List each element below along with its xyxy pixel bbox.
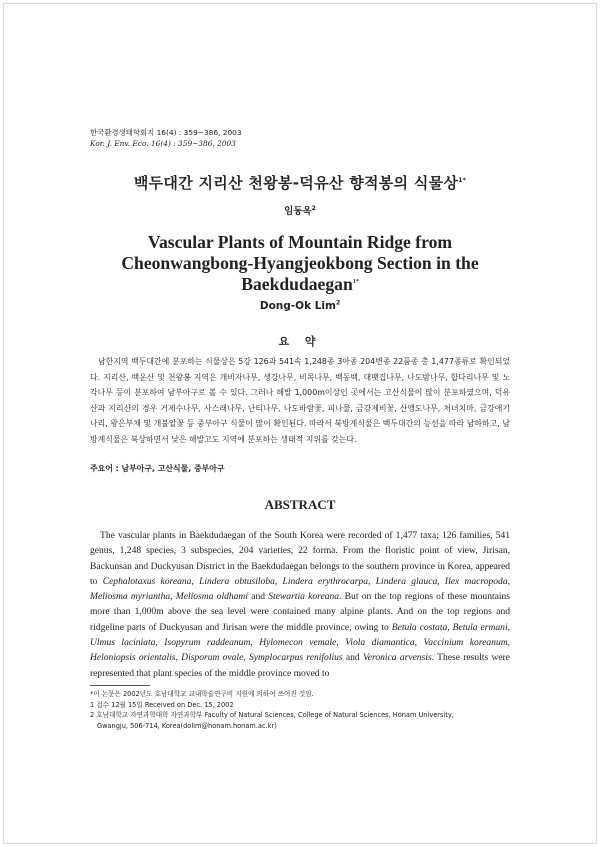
title-korean-text: 백두대간 지리산 천왕봉-덕유산 향적봉의 식물상 xyxy=(133,174,459,192)
author-korean xyxy=(0,203,600,217)
species-name: Betula ermani xyxy=(452,621,508,633)
title-english xyxy=(100,232,500,295)
species-name: Meliosma oldhami xyxy=(175,591,248,603)
title-english-footnote-mark: 1* xyxy=(352,279,359,286)
abstract-text: and xyxy=(345,652,360,664)
species-name: Disporum ovale xyxy=(181,652,244,664)
abstract-english-body: The vascular plants in Baekdudaegan of the South Korea were recorded of 1,477 taxa; 126 families, 541 genus, 1,248 species, 3 subspecies, 204 varieties, 22 forma. From the floristic point of view, Jirisan, Backunsan and Duckyusan District in the Baekdudaegan belongs to the southern province in Korea, appeared to Cephalotaxus koreana, Lindera obtusiloba, Lindera erythrocarpa, Lindera glauca, Ilex macropoda, Meliosma myriantha, Meliosma oldhami and Stewartia koreana. But on the top regions of these mountains more than 1,000m above the sea level were contained many alpine plants. And on the top regions and ridgeline parts of Duckyusan and Jirisan were the middle province, owing to Betula costata, Betula ermani, Ulmus laciniata, Isopyrum raddeanum, Hylomecon vemale, Viola diamantica, Vaccinium koreanum, Heloniopsis orientalis, Disporum ovale, Symplocarpus renifolius and Veronica arvensis. These results were represented that plant species of the middle province moved to xyxy=(90,530,511,679)
footnotes xyxy=(90,689,520,731)
author-korean-name: 임동옥 xyxy=(284,206,312,217)
author-korean-footnote-mark: 2 xyxy=(311,204,316,212)
species-name: Symplocarpus renifolius xyxy=(249,652,343,664)
footnote-received: 1 접수 12월 15일 Received on Dec. 15, 2002 xyxy=(90,700,234,709)
author-english-footnote-mark: 2 xyxy=(335,299,341,307)
species-name: Isopyrum raddeanum xyxy=(164,637,251,649)
species-name: Ulmus laciniata xyxy=(90,637,156,649)
species-name: Hylomecon vemale xyxy=(259,637,337,649)
species-name: Heloniopsis orientalis xyxy=(90,652,176,664)
species-name: Meliosma myriantha xyxy=(90,591,171,603)
footnote-funding: *이 논문은 2002년도 호남대학교 교내학술연구비 지원에 의하여 쓰여진 것임. xyxy=(90,690,314,698)
species-name: Lindera erythrocarpa xyxy=(282,575,369,587)
author-english-name: Dong-Ok Lim xyxy=(259,300,336,312)
title-korean-footnote-mark: 1* xyxy=(458,177,467,184)
abstract-text: . But on the top regions of these mountains more than 1,000m above the sea level were contained many alpine plants. And on the top regions and ridgeline parts of Duckyusan and Jirisan were the middle province, owing to xyxy=(90,591,511,633)
abstract-korean-heading: 요 약 xyxy=(278,335,322,348)
title-korean xyxy=(0,172,600,193)
species-name: Veronica arvensis xyxy=(362,652,432,664)
abstract-text: . These results were represented that plant species of the middle province moved to xyxy=(90,652,510,679)
species-name: Lindera obtusiloba xyxy=(199,575,275,587)
footnote-affiliation-address: Gwangju, 506-714, Korea(dolim@honam.honam.ac.kr) xyxy=(97,721,277,730)
title-english-text: Vascular Plants of Mountain Ridge from Cheonwangbong-Hyangjeokbong Section in the Baekdudaegan xyxy=(121,232,479,294)
abstract-korean-body: 남한지역 백두대간에 분포하는 식물상은 5강 126과 541속 1,248종 3아종 204변종 22품종 총 1,477종류로 확인되었다. 지리산, 백운산 및 천왕봉 지역은 개비자나무, 생강나무, 비목나무, 백동백, 대팻집나무, 나도밤나무, 합다리나무 및 노각나무 등이 분포하여 남부아구로 볼 수 있다. 그러나 해발 1,000m이상인 곳에서는 고산식물이 많이 분포하였으며, 덕유산과 지리산의 경우 거제수나무, 사스래나무, 난티나무, 나도바람꽃, 피나물, 금강제비꽃, 산앵도나무, 처녀치마, 금강애기나리, 왕은부채 및 개불알꽃 등 중부아구 식물이 많이 확인된다. 따라서 북방계식물은 백두대간의 능선을 따라 남하하고, 남방계식물은 북상하면서 낮은 해발고도 지역에 분포하는 생태적 지위를 갖는다. xyxy=(90,357,510,444)
species-name: Ilex macropoda xyxy=(444,575,508,587)
journal-citation xyxy=(90,127,242,149)
footnote-affiliation: 2 호남대학교 자연과학대학 자연과학부 Faculty of Natural Sciences, College of Natural Sciences, Honam University, xyxy=(90,711,454,719)
keywords: 주요어 : 남부아구, 고산식물, 중부아구 xyxy=(90,464,225,473)
journal-citation-ko: 한국환경생태학회지 16(4) : 359~386, 2003 xyxy=(90,128,242,137)
species-name: Viola diamantica xyxy=(345,637,415,649)
abstract-english-heading: ABSTRACT xyxy=(264,497,336,512)
abstract-text: and xyxy=(251,591,266,603)
journal-citation-en: Kor. J. Env. Eco. 16(4) : 359~386, 2003 xyxy=(90,139,236,148)
species-name: Betula costata xyxy=(391,621,448,633)
species-name: Lindera glauca xyxy=(375,575,438,587)
species-name: Cephalotaxus koreana xyxy=(102,575,192,587)
abstract-text: The vascular plants in Baekdudaegan of the South Korea were recorded of 1,477 taxa; 126 families, 541 genus, 1,248 species, 3 subspecies, 204 varieties, 22 forma. From the floristic point of view, Jirisan, Backunsan and Duckyusan District in the Baekdudaegan belongs to the southern province in Korea, appeared to xyxy=(90,530,510,587)
author-english xyxy=(0,300,600,312)
footnote-divider xyxy=(90,685,150,686)
species-name: Stewartia koreana xyxy=(268,591,340,603)
species-name: Vaccinium koreanum xyxy=(423,637,508,649)
